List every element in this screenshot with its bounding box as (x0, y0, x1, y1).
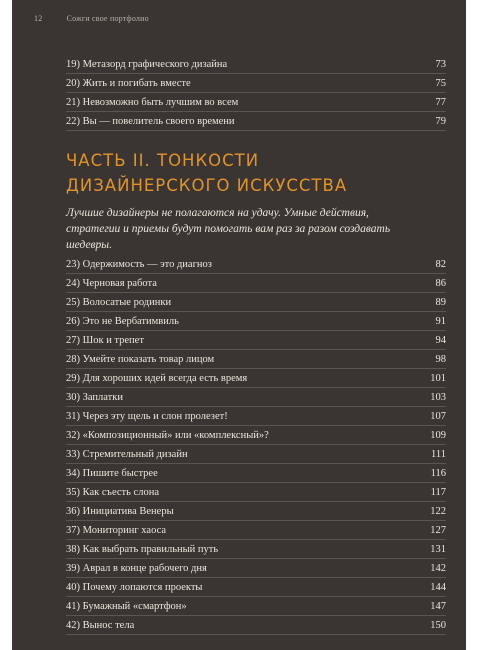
toc-entry-title: 25) Волосатые родинки (66, 296, 172, 308)
part-intro: Лучшие дизайнеры не полагаются на удачу. Умные действия, стратегии и приемы будут помогать вам раз за разом создавать шедевры. (66, 207, 391, 251)
toc-entry-title: 42) Вынос тела (66, 619, 135, 631)
toc-entry-title: 35) Как съесть слона (66, 486, 159, 498)
toc-entry (66, 93, 446, 112)
toc-entry-page: 75 (435, 77, 446, 89)
toc-entry (66, 616, 446, 635)
toc-entry-page: 122 (430, 505, 446, 517)
toc-entry-page: 111 (431, 448, 446, 460)
toc-entry-title: 37) Мониторинг хаоса (66, 524, 167, 536)
toc-entry-page: 142 (430, 562, 446, 574)
toc-entry-title: 21) Невозможно быть лучшим во всем (66, 96, 239, 108)
toc-entry (66, 483, 446, 502)
toc-entry (66, 597, 446, 616)
toc-entry-page: 116 (430, 467, 446, 479)
toc-entry (66, 464, 446, 483)
toc-entry-title: 40) Почему лопаются проекты (66, 581, 203, 593)
toc-entry (66, 502, 446, 521)
toc-entry-page: 150 (430, 619, 446, 631)
toc-entry-page: 91 (435, 315, 446, 327)
toc-entry-page: 79 (435, 115, 446, 127)
toc-entry-page: 98 (435, 353, 446, 365)
toc-entry (66, 426, 446, 445)
toc-entry (66, 55, 446, 74)
toc-entry-page: 101 (430, 372, 446, 384)
toc-entry (66, 255, 446, 274)
toc-entry (66, 388, 446, 407)
toc-entry (66, 331, 446, 350)
toc-entry-title: 38) Как выбрать правильный путь (66, 543, 219, 555)
toc-entry-title: 30) Заплатки (66, 391, 123, 403)
toc-entry-title: 32) «Композиционный» или «комплексный»? (66, 429, 269, 441)
toc-entry-title: 36) Инициатива Венеры (66, 505, 174, 517)
toc-entry-page: 147 (430, 600, 446, 612)
toc-entry (66, 74, 446, 93)
toc-entry-page: 94 (435, 334, 446, 346)
toc-entry-title: 23) Одержимость — это диагноз (66, 258, 212, 270)
toc-entry-page: 89 (435, 296, 446, 308)
toc-entry-title: 24) Черновая работа (66, 277, 157, 289)
toc-entry (66, 578, 446, 597)
toc-entry-page: 109 (430, 429, 446, 441)
toc-entry (66, 540, 446, 559)
toc-entry (66, 445, 446, 464)
toc-entry (66, 274, 446, 293)
toc-entry (66, 521, 446, 540)
toc-entry-title: 19) Метазорд графического дизайна (66, 58, 228, 70)
toc-entry (66, 293, 446, 312)
toc-entry-page: 131 (430, 543, 446, 555)
toc-entry-page: 117 (430, 486, 446, 498)
toc-entry-title: 26) Это не Вербатимвиль (66, 315, 179, 327)
toc-list-top (66, 55, 446, 131)
toc-entry (66, 350, 446, 369)
toc-entry-page: 73 (435, 58, 446, 70)
toc-entry-page: 82 (435, 258, 446, 270)
toc-entry-title: 20) Жить и погибать вместе (66, 77, 191, 89)
toc-entry-page: 107 (430, 410, 446, 422)
toc-entry-page: 127 (430, 524, 446, 536)
book-page (12, 0, 466, 650)
toc-entry-page: 144 (430, 581, 446, 593)
toc-entry (66, 112, 446, 131)
toc-entry-title: 34) Пишите быстрее (66, 467, 158, 479)
toc-entry-title: 31) Через эту щель и слон пролезет! (66, 410, 228, 422)
toc-entry-title: 28) Умейте показать товар лицом (66, 353, 215, 365)
toc-entry-page: 103 (430, 391, 446, 403)
toc-entry-title: 29) Для хороших идей всегда есть время (66, 372, 248, 384)
toc-entry-title: 33) Стремительный дизайн (66, 448, 188, 460)
book-title: Сожги свое портфолио (66, 14, 149, 23)
toc-entry-title: 22) Вы — повелитель своего времени (66, 115, 235, 127)
part-heading: ЧАСТЬ II. ТОНКОСТИ ДИЗАЙНЕРСКОГО ИСКУССТВА (66, 151, 348, 195)
toc-list-bottom (66, 255, 446, 635)
running-head (34, 14, 149, 23)
toc-entry (66, 369, 446, 388)
toc-entry (66, 559, 446, 578)
toc-entry-title: 39) Аврал в конце рабочего дня (66, 562, 207, 574)
toc-entry (66, 407, 446, 426)
toc-entry-title: 41) Бумажный «смартфон» (66, 600, 187, 612)
toc-entry-title: 27) Шок и трепет (66, 334, 144, 346)
toc-entry (66, 312, 446, 331)
toc-entry-page: 77 (435, 96, 446, 108)
page-number: 12 (34, 14, 43, 23)
toc-entry-page: 86 (435, 277, 446, 289)
